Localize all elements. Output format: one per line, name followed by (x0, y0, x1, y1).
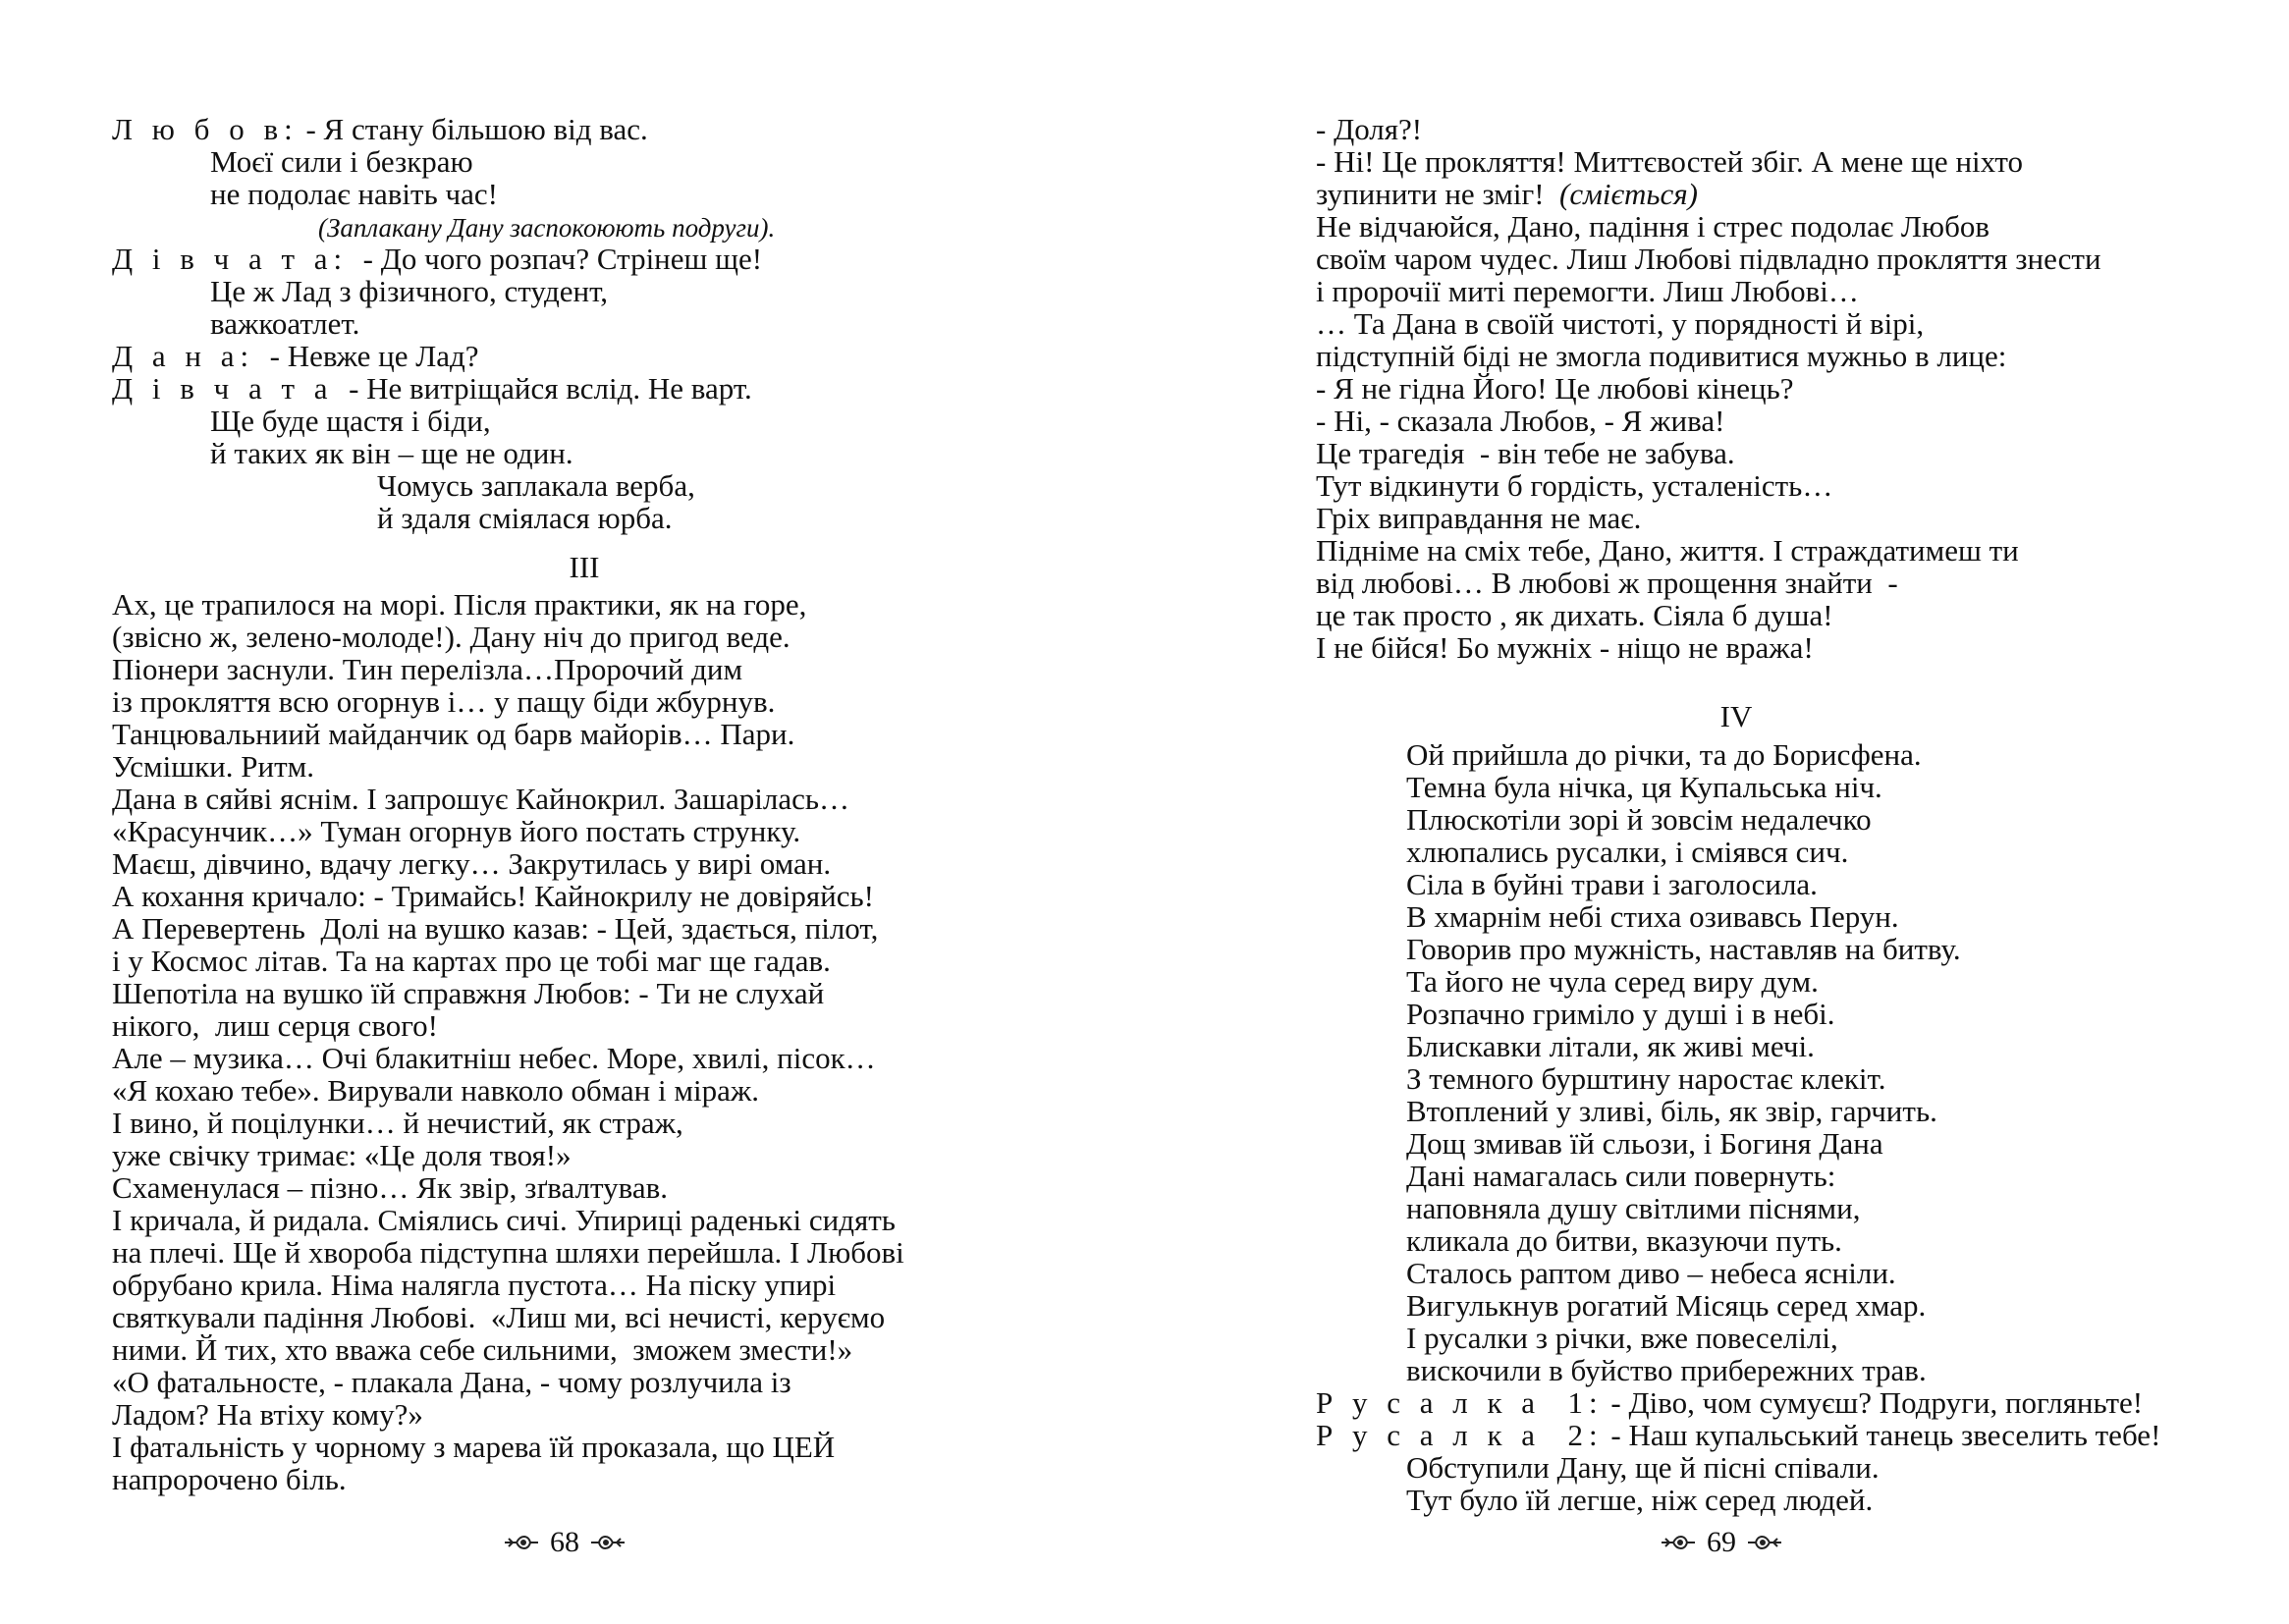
text-line (112, 437, 775, 469)
text-line (1316, 1192, 2160, 1224)
verse-text: Моєї сили і безкраю (210, 144, 473, 179)
text-line (112, 1333, 904, 1366)
right-page (1145, 0, 2289, 1624)
verse-text: Темна була нічка, ця Купальська ніч. (1406, 770, 1882, 804)
text-line (112, 912, 904, 945)
text-line (112, 340, 775, 372)
text-line (112, 1139, 904, 1171)
text-line (112, 145, 775, 178)
text-line (1316, 1419, 2160, 1451)
text-line (112, 588, 904, 621)
prose-text: Ах, це трапилося на морі. Після практики, як на горе, (112, 587, 807, 622)
prose-text: «О фатальносте, - плакала Дана, - чому розлучила із (112, 1365, 791, 1399)
verse-text: - Я стану більшою від вас. (298, 112, 648, 146)
text-line (1316, 1289, 2160, 1322)
text-line (1316, 567, 2101, 599)
text-line (112, 1398, 904, 1431)
prose-text: уже свічку тримає: «Це доля твоя!» (112, 1138, 572, 1172)
text-line (1316, 803, 2160, 836)
text-line (1316, 1354, 2160, 1386)
right-poem-block (1316, 738, 2160, 1516)
text-line (112, 750, 904, 783)
page-number: 69 (1707, 1526, 1736, 1558)
text-line (1316, 771, 2160, 803)
text-line (1316, 1127, 2160, 1160)
verse-text: Блискавки літали, як живі мечі. (1406, 1029, 1815, 1063)
prose-text: напророчено біль. (112, 1462, 347, 1496)
prose-text: Танцювальниий майданчик од барв майорів… Пари. (112, 717, 795, 751)
speaker-name: Р у с а л к а 1: (1316, 1385, 1604, 1420)
verse-text: вискочили в буйство прибережних трав. (1406, 1353, 1927, 1387)
page-number-right (1660, 1526, 1783, 1559)
stage-direction: (сміється) (1559, 177, 1698, 211)
text-line (1316, 965, 2160, 998)
text-line (1316, 113, 2101, 145)
text-line (1316, 307, 2101, 340)
prose-text: Усмішки. Ритм. (112, 749, 314, 784)
verse-text: Дані намагалась сили повернуть: (1406, 1159, 1836, 1193)
text-line (1316, 998, 2160, 1030)
text-line (1316, 405, 2101, 437)
prose-text: і у Космос літав. Та на картах про це тобі маг ще гадав. (112, 944, 831, 978)
text-line (1316, 178, 2101, 210)
text-line (112, 1366, 904, 1398)
left-dialogue-block (112, 113, 775, 534)
prose-text: святкували падіння Любові. «Лиш ми, всі нечисті, керуємо (112, 1300, 886, 1334)
prose-text: «Я кохаю тебе». Вирували навколо обман і міраж. (112, 1073, 760, 1108)
verse-text: Сіла в буйні трави і заголосила. (1406, 867, 1818, 901)
text-line (112, 847, 904, 880)
text-line (112, 1301, 904, 1333)
text-line (112, 275, 775, 307)
text-line (1316, 1257, 2160, 1289)
speaker-name: Р у с а л к а 2: (1316, 1418, 1604, 1452)
text-line (112, 1074, 904, 1107)
floral-ornament-icon (1746, 1532, 1783, 1553)
text-line (112, 307, 775, 340)
text-line (112, 178, 775, 210)
verse-text: наповняла душу світлими піснями, (1406, 1191, 1861, 1225)
prose-text: - Доля?! (1316, 112, 1423, 146)
prose-text: (звісно ж, зелено-молоде!). Дану ніч до пригод веде. (112, 620, 790, 654)
text-line (1316, 275, 2101, 307)
prose-text: … Та Дана в своїй чистоті, у порядності й вірі, (1316, 306, 1925, 341)
floral-ornament-icon (589, 1532, 627, 1553)
prose-text: І не бійся! Бо мужніх - ніщо не вража! (1316, 630, 1814, 665)
text-line (1316, 1095, 2160, 1127)
right-prose-block (1316, 113, 2101, 664)
text-line (1316, 372, 2101, 405)
page-number: 68 (550, 1526, 579, 1558)
prose-text: А кохання кричало: - Тримайсь! Кайнокрилу не довіряйсь! (112, 879, 874, 913)
prose-text: Ладом? На втіху кому?» (112, 1397, 423, 1432)
prose-text: Шепотіла на вушко їй справжня Любов: - Ти не слухай (112, 976, 825, 1010)
prose-text: обрубано крила. Німа налягла пустота… На піску упирі (112, 1268, 837, 1302)
text-line (1316, 1224, 2160, 1257)
verse-text: не подолає навіть час! (210, 177, 498, 211)
verse-text: В хмарнім небі стиха озивавсь Перун. (1406, 899, 1899, 934)
left-prose-block (112, 588, 904, 1495)
verse-text: кликала до битви, вказуючи путь. (1406, 1223, 1842, 1258)
prose-text: - Ні, - сказала Любов, - Я жива! (1316, 404, 1725, 438)
prose-text: на плечі. Ще й хвороба підступна шляхи перейшла. І Любові (112, 1235, 904, 1270)
prose-text: Схаменулася – пізно… Як звір, зґвалтував. (112, 1170, 669, 1205)
speaker-name: Д і в ч а т а: (112, 242, 349, 276)
prose-text: нікого, лиш серця свого! (112, 1008, 439, 1043)
text-line (1316, 469, 2101, 502)
text-line (1316, 1386, 2160, 1419)
text-line (112, 469, 775, 502)
verse-text: Чомусь заплакала верба, (377, 468, 695, 503)
text-line (112, 945, 904, 977)
prose-text: - Я не гідна Його! Це любові кінець? (1316, 371, 1794, 406)
text-line (112, 653, 904, 685)
text-line (1316, 933, 2160, 965)
prose-text: І вино, й поцілунки… й нечистий, як страж, (112, 1106, 683, 1140)
verse-text: - Діво, чом сумуєш? Подруги, погляньте! (1603, 1385, 2144, 1420)
text-line (112, 685, 904, 718)
verse-text: й таких як він – ще не один. (210, 436, 573, 470)
text-line (1316, 900, 2160, 933)
prose-text: - Ні! Це прокляття! Миттєвостей збіг. А мене ще ніхто (1316, 144, 2024, 179)
verse-text: Дощ змивав їй сльози, і Богиня Дана (1406, 1126, 1883, 1161)
text-line (1316, 243, 2101, 275)
prose-text: своїм чаром чудес. Лиш Любові підвладно прокляття знести (1316, 242, 2101, 276)
text-line (1316, 534, 2101, 567)
text-line (1316, 502, 2101, 534)
text-line (1316, 437, 2101, 469)
verse-text: Розпачно гриміло у душі і в небі. (1406, 997, 1835, 1031)
prose-text: Гріх виправдання не має. (1316, 501, 1642, 535)
speaker-name: Д і в ч а т а (112, 371, 334, 406)
verse-text: Обступили Дану, ще й пісні співали. (1406, 1450, 1880, 1485)
text-line (112, 1269, 904, 1301)
text-line (112, 1107, 904, 1139)
text-line (1316, 631, 2101, 664)
text-line (1316, 145, 2101, 178)
prose-text: Підніме на сміх тебе, Дано, життя. І страждатимеш ти (1316, 533, 2019, 568)
verse-text: Та його не чула серед виру дум. (1406, 964, 1819, 999)
verse-text: Сталось раптом диво – небеса ясніли. (1406, 1256, 1896, 1290)
prose-text: І кричала, й ридала. Сміялись сичі. Упириці раденькі сидять (112, 1203, 896, 1237)
verse-text: Говорив про мужність, наставляв на битву. (1406, 932, 1961, 966)
text-line (1316, 1160, 2160, 1192)
verse-text: важкоатлет. (210, 306, 360, 341)
text-line (112, 1042, 904, 1074)
prose-text: І фатальність у чорному з марева їй проказала, що ЦЕЙ (112, 1430, 836, 1464)
prose-text: із прокляття всю огорнув і… у пащу біди жбурнув. (112, 684, 776, 719)
text-line (112, 502, 775, 534)
left-page (0, 0, 1144, 1624)
prose-text: ними. Й тих, хто вважа себе сильними, зможем змести!» (112, 1332, 853, 1367)
prose-text: зупинити не зміг! (1316, 177, 1560, 211)
text-line (1316, 1451, 2160, 1484)
text-line (112, 718, 904, 750)
text-line (1316, 1030, 2160, 1062)
prose-text: Дана в сяйві яснім. І запрошує Кайнокрил. Зашарілась… (112, 782, 850, 816)
text-line (1316, 340, 2101, 372)
prose-text: від любові… В любові ж прощення знайти - (1316, 566, 1898, 600)
prose-text: підступній біді не змогла подивитися мужньо в лице: (1316, 339, 2007, 373)
verse-text: І русалки з річки, вже повеселілі, (1406, 1321, 1838, 1355)
verse-text: - Невже це Лад? (254, 339, 479, 373)
verse-text: Плюскотіли зорі й зовсім недалечко (1406, 802, 1872, 837)
section-heading-iii: III (569, 550, 600, 584)
text-line (112, 243, 775, 275)
text-line (112, 1009, 904, 1042)
stage-direction: (Заплакану Дану заспокоюють подруги). (318, 213, 776, 243)
prose-text: Не відчаюйся, Дано, падіння і стрес подолає Любов (1316, 209, 1989, 244)
prose-text: Піонери заснули. Тин перелізла…Пророчий дим (112, 652, 743, 686)
text-line (1316, 1484, 2160, 1516)
text-line (1316, 599, 2101, 631)
text-line (1316, 1322, 2160, 1354)
verse-text: Це ж Лад з фізичного, студент, (210, 274, 609, 308)
verse-text: - Наш купальський танець звеселить тебе! (1603, 1418, 2161, 1452)
text-line (112, 1236, 904, 1269)
verse-text: - До чого розпач? Стрінеш ще! (348, 242, 763, 276)
verse-text: Ще буде щастя і біди, (210, 404, 491, 438)
text-line (112, 783, 904, 815)
verse-text: - Не витріщайся вслід. Не варт. (333, 371, 752, 406)
text-line (112, 1204, 904, 1236)
text-line (1316, 210, 2101, 243)
text-line (112, 1463, 904, 1495)
text-line (112, 113, 775, 145)
prose-text: Але – музика… Очі блакитніш небес. Море, хвилі, пісок… (112, 1041, 876, 1075)
speaker-name: Л ю б о в: (112, 112, 299, 146)
verse-text: Ой прийшла до річки, та до Борисфена. (1406, 737, 1922, 772)
text-line (112, 815, 904, 847)
verse-text: Вигулькнув рогатий Місяць серед хмар. (1406, 1288, 1927, 1323)
prose-text: А Перевертень Долі на вушко казав: - Цей, здається, пілот, (112, 911, 879, 946)
verse-text: й здаля сміялася юрба. (377, 501, 673, 535)
text-line (1316, 868, 2160, 900)
prose-text: Це трагедія - він тебе не забува. (1316, 436, 1735, 470)
prose-text: «Красунчик…» Туман огорнув його постать струнку. (112, 814, 801, 848)
text-line (112, 1431, 904, 1463)
floral-ornament-icon (1660, 1532, 1697, 1553)
text-line (1316, 738, 2160, 771)
section-heading-iv: IV (1719, 699, 1753, 733)
text-line (112, 621, 904, 653)
text-line (112, 1171, 904, 1204)
text-line (1316, 1062, 2160, 1095)
text-line (112, 405, 775, 437)
text-line (112, 880, 904, 912)
page-number-left (503, 1526, 627, 1559)
floral-ornament-icon (503, 1532, 540, 1553)
verse-text: хлюпались русалки, і сміявся сич. (1406, 835, 1849, 869)
prose-text: це так просто , як дихать. Сіяла б душа! (1316, 598, 1833, 632)
text-line (112, 977, 904, 1009)
prose-text: і пророчії миті перемогти. Лиш Любові… (1316, 274, 1859, 308)
text-line (1316, 836, 2160, 868)
prose-text: Тут відкинути б гордість, усталеність… (1316, 468, 1833, 503)
prose-text: Маєш, дівчино, вдачу легку… Закрутилась у вирі оман. (112, 846, 832, 881)
text-line (112, 372, 775, 405)
verse-text: Втоплений у зливі, біль, як звір, гарчить. (1406, 1094, 1937, 1128)
verse-text: З темного бурштину наростає клекіт. (1406, 1061, 1886, 1096)
speaker-name: Д а н а: (112, 339, 255, 373)
text-line (112, 210, 775, 243)
verse-text: Тут було їй легше, ніж серед людей. (1406, 1483, 1874, 1517)
